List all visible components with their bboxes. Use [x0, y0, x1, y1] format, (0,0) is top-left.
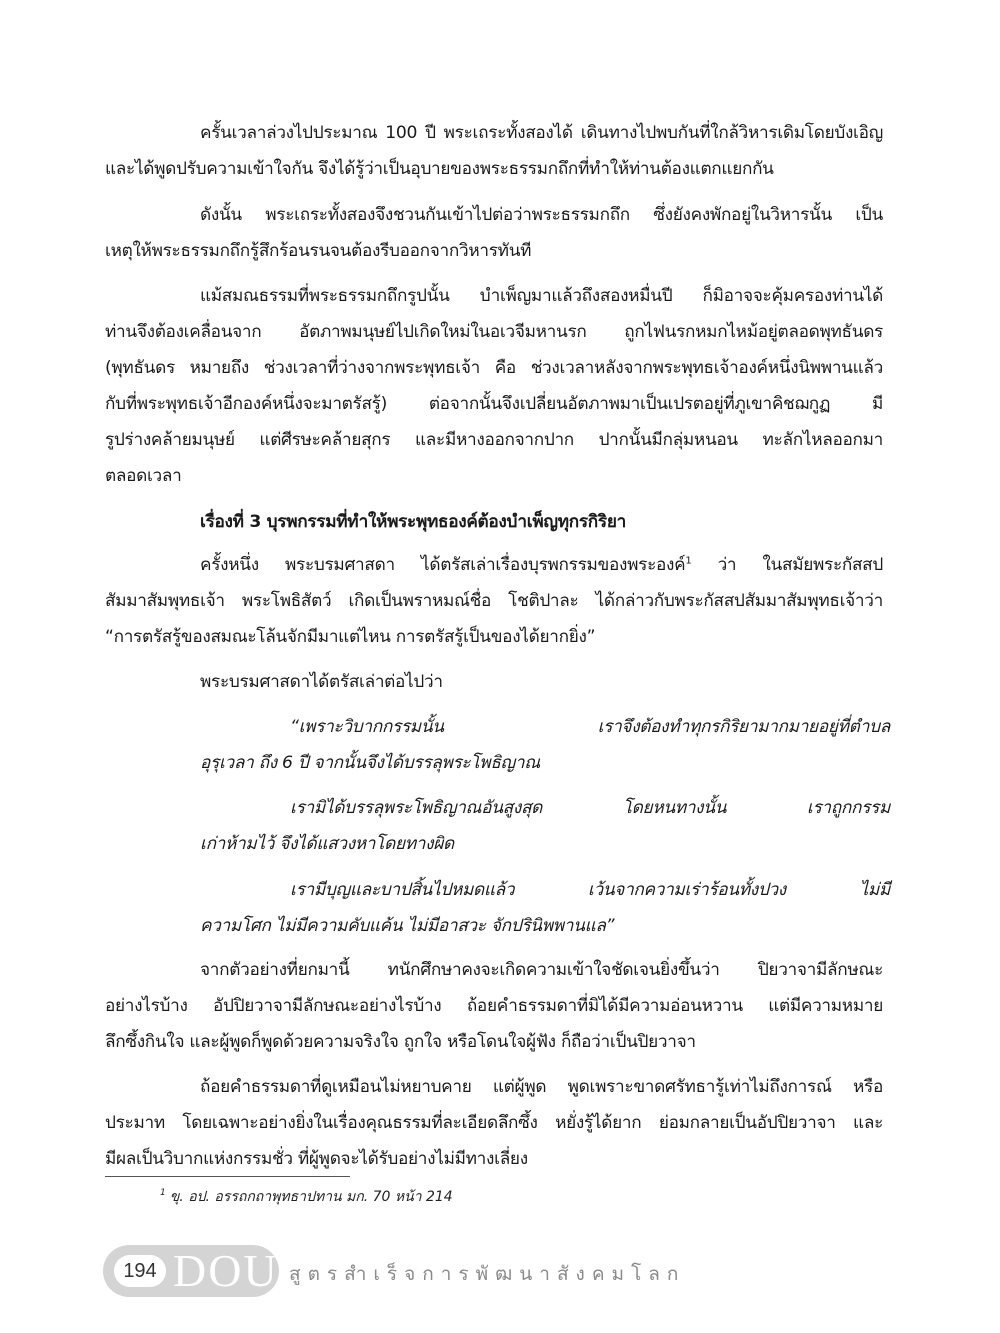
footnote — [160, 1186, 453, 1208]
quote-line: “เพราะวิบากกรรมนั้น เราจึงต้องทำทุกรกิริยามากมายอยู่ที่ตำบล — [290, 717, 890, 737]
section-heading: เรื่องที่ 3 บุรพกรรมที่ทำให้พระพุทธองค์ต้องบำเพ็ญทุกรกิริยา — [200, 512, 626, 532]
footnote-number: 1 — [160, 1188, 166, 1199]
paragraph-line: (พุทธันดร หมายถึง ช่วงเวลาที่ว่างจากพระพุทธเจ้า คือ ช่วงเวลาหลังจากพระพุทธเจ้าองค์หนึ่งนิพพานแล้ว — [105, 358, 883, 378]
paragraph-line: อย่างไรบ้าง อัปปิยวาจามีลักษณะอย่างไรบ้าง ถ้อยคำธรรมดาที่มิได้มีความอ่อนหวาน แต่มีความหมาย — [105, 996, 883, 1016]
paragraph-line: และได้พูดปรับความเข้าใจกัน จึงได้รู้ว่าเป็นอุบายของพระธรรมกถึกที่ทำให้ท่านต้องแตกแยกกัน — [105, 159, 774, 179]
paragraph-line: ดังนั้น พระเถระทั้งสองจึงชวนกันเข้าไปต่อว่าพระธรรมกถึก ซึ่งยังคงพักอยู่ในวิหารนั้น เป็น — [200, 205, 883, 225]
paragraph-line: กับที่พระพุทธเจ้าอีกองค์หนึ่งจะมาตรัสรู้) ต่อจากนั้นจึงเปลี่ยนอัตภาพมาเป็นเปรตอยู่ที่ภูเขาคิชฌกูฏ มี — [105, 394, 883, 414]
paragraph-text: ว่า ในสมัยพระกัสสป — [691, 555, 883, 575]
page-footer — [103, 1245, 686, 1297]
paragraph-line: จากตัวอย่างที่ยกมานี้ ทนักศึกษาคงจะเกิดความเข้าใจชัดเจนยิ่งขึ้นว่า ปิยวาจามีลักษณะ — [200, 960, 883, 980]
brand-logo: DOU — [173, 1245, 279, 1296]
page-number: 194 — [114, 1255, 166, 1287]
course-title: สูตรสำเร็จการพัฒนาสังคมโลก — [289, 1263, 686, 1285]
paragraph-line: ลึกซึ้งกินใจ และผู้พูดก็พูดด้วยความจริงใจ ถูกใจ หรือโดนใจผู้ฟัง ก็ถือว่าเป็นปิยวาจา — [105, 1032, 696, 1052]
quote-line: ความโศก ไม่มีความคับแค้น ไม่มีอาสวะ จักปรินิพพานแล” — [200, 916, 615, 936]
paragraph-line: มีผลเป็นวิบากแห่งกรรมชั่ว ที่ผู้พูดจะได้รับอย่างไม่มีทางเลี่ยง — [105, 1149, 528, 1169]
footnote-divider — [105, 1176, 350, 1177]
paragraph-text: ครั้งหนึ่ง พระบรมศาสดา ได้ตรัสเล่าเรื่องบุรพกรรมของพระองค์ — [200, 555, 686, 575]
quote-line: เก่าห้ามไว้ จึงได้แสวงหาโดยทางผิด — [200, 834, 454, 854]
paragraph-line: ถ้อยคำธรรมดาที่ดูเหมือนไม่หยาบคาย แต่ผู้พูด พูดเพราะขาดศรัทธารู้เท่าไม่ถึงการณ์ หรือ — [200, 1077, 883, 1097]
paragraph-line: ครั้นเวลาล่วงไปประมาณ 100 ปี พระเถระทั้งสองได้ เดินทางไปพบกันที่ใกล้วิหารเดิมโดยบังเอิญ — [200, 123, 883, 143]
quote-line: อุรุเวลา ถึง 6 ปี จากนั้นจึงได้บรรลุพระโพธิญาณ — [200, 753, 540, 773]
quote-line: เรามีบุญและบาปสิ้นไปหมดแล้ว เว้นจากความเร่าร้อนทั้งปวง ไม่มี — [290, 880, 890, 900]
paragraph-line: “การตรัสรู้ของสมณะโล้นจักมีมาแต่ไหน การตรัสรู้เป็นของได้ยากยิ่ง” — [105, 627, 596, 647]
paragraph-line: ท่านจึงต้องเคลื่อนจาก อัตภาพมนุษย์ไปเกิดใหม่ในอเวจีมหานรก ถูกไฟนรกหมกไหม้อยู่ตลอดพุทธันดร — [105, 322, 883, 342]
footer-badge — [103, 1245, 279, 1297]
quote-line: เรามิได้บรรลุพระโพธิญาณอันสูงสุด โดยหนทางนั้น เราถูกกรรม — [290, 798, 890, 818]
footnote-text: ขุ. อป. อรรถกถาพุทธาปทาน มก. 70 หน้า 214 — [169, 1189, 453, 1205]
paragraph-line — [200, 553, 883, 577]
footnote-reference: 1 — [685, 555, 692, 567]
paragraph-line: รูปร่างคล้ายมนุษย์ แต่ศีรษะคล้ายสุกร และมีหางออกจากปาก ปากนั้นมีกลุ่มหนอน ทะลักไหลออกมา — [105, 430, 883, 450]
paragraph-line: เหตุให้พระธรรมกถึกรู้สึกร้อนรนจนต้องรีบออกจากวิหารทันที — [105, 241, 532, 261]
paragraph-line: ตลอดเวลา — [105, 466, 182, 486]
paragraph-line: พระบรมศาสดาได้ตรัสเล่าต่อไปว่า — [200, 672, 443, 692]
paragraph-line: สัมมาสัมพุทธเจ้า พระโพธิสัตว์ เกิดเป็นพราหมณ์ชื่อ โชติปาละ ได้กล่าวกับพระกัสสปสัมมาสัมพุทธเจ้าว่า — [105, 591, 883, 611]
paragraph-line: ประมาท โดยเฉพาะอย่างยิ่งในเรื่องคุณธรรมที่ละเอียดลึกซึ้ง หยั่งรู้ได้ยาก ย่อมกลายเป็นอัปปิยวาจา และ — [105, 1113, 883, 1133]
paragraph-line: แม้สมณธรรมที่พระธรรมกถึกรูปนั้น บำเพ็ญมาแล้วถึงสองหมื่นปี ก็มิอาจจะคุ้มครองท่านได้ — [200, 286, 883, 306]
